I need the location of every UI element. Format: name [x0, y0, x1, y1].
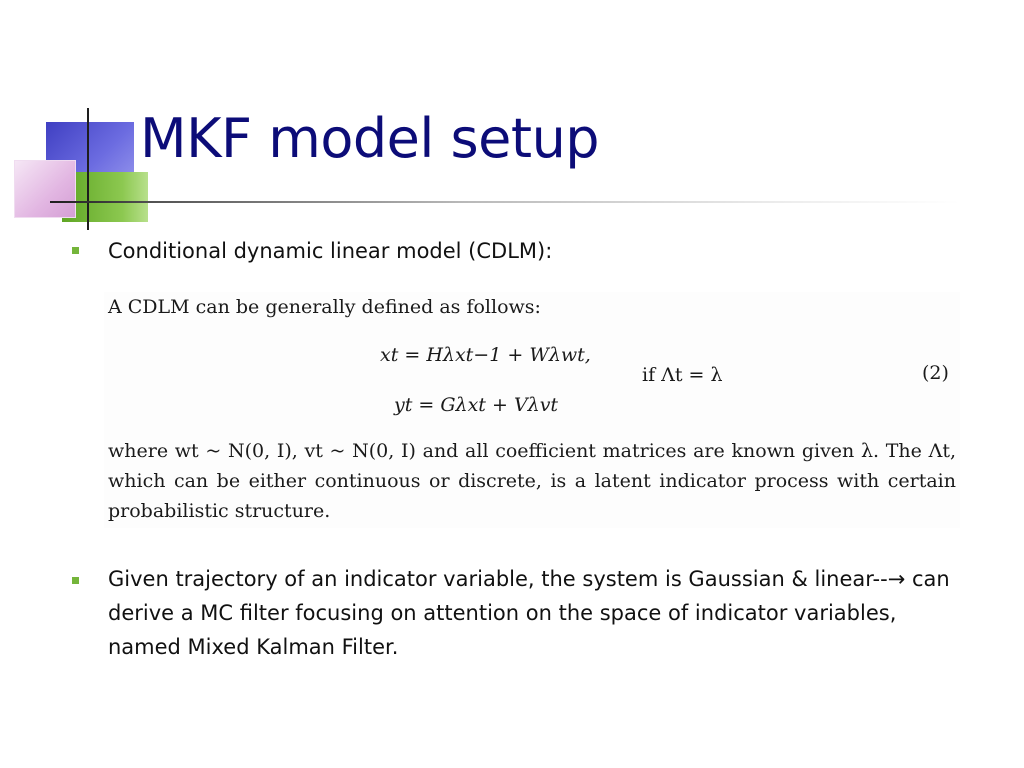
title-underline-rule	[50, 201, 960, 203]
paper-excerpt-image	[104, 292, 960, 528]
bullet-marker-icon	[72, 247, 79, 254]
bullet-text-mkf: Given trajectory of an indicator variable, the system is Gaussian & linear--→ can derive a MC filter focusing on attention on the space of indicator variables, named Mixed Kalman Filter.	[108, 567, 950, 659]
bullet-marker-icon	[72, 577, 79, 584]
state-equation: xt = Hλxt−1 + Wλwt,	[380, 344, 591, 366]
decorative-pink-square	[14, 160, 76, 218]
excerpt-paragraph: where wt ~ N(0, I), vt ~ N(0, I) and all coefficient matrices are known given λ. The Λt, which can be either continuous or discrete, is a latent indicator process with certain probabilistic structure.	[108, 440, 956, 522]
observation-equation: yt = Gλxt + Vλvt	[394, 394, 559, 416]
equation-number: (2)	[922, 362, 949, 384]
slide-title: MKF model setup	[140, 107, 600, 170]
equation-condition: if Λt = λ	[642, 364, 723, 386]
excerpt-intro: A CDLM can be generally defined as follows:	[108, 296, 541, 318]
decorative-vertical-rule	[87, 108, 89, 230]
bullet-text-cdlm: Conditional dynamic linear model (CDLM):	[108, 239, 553, 263]
